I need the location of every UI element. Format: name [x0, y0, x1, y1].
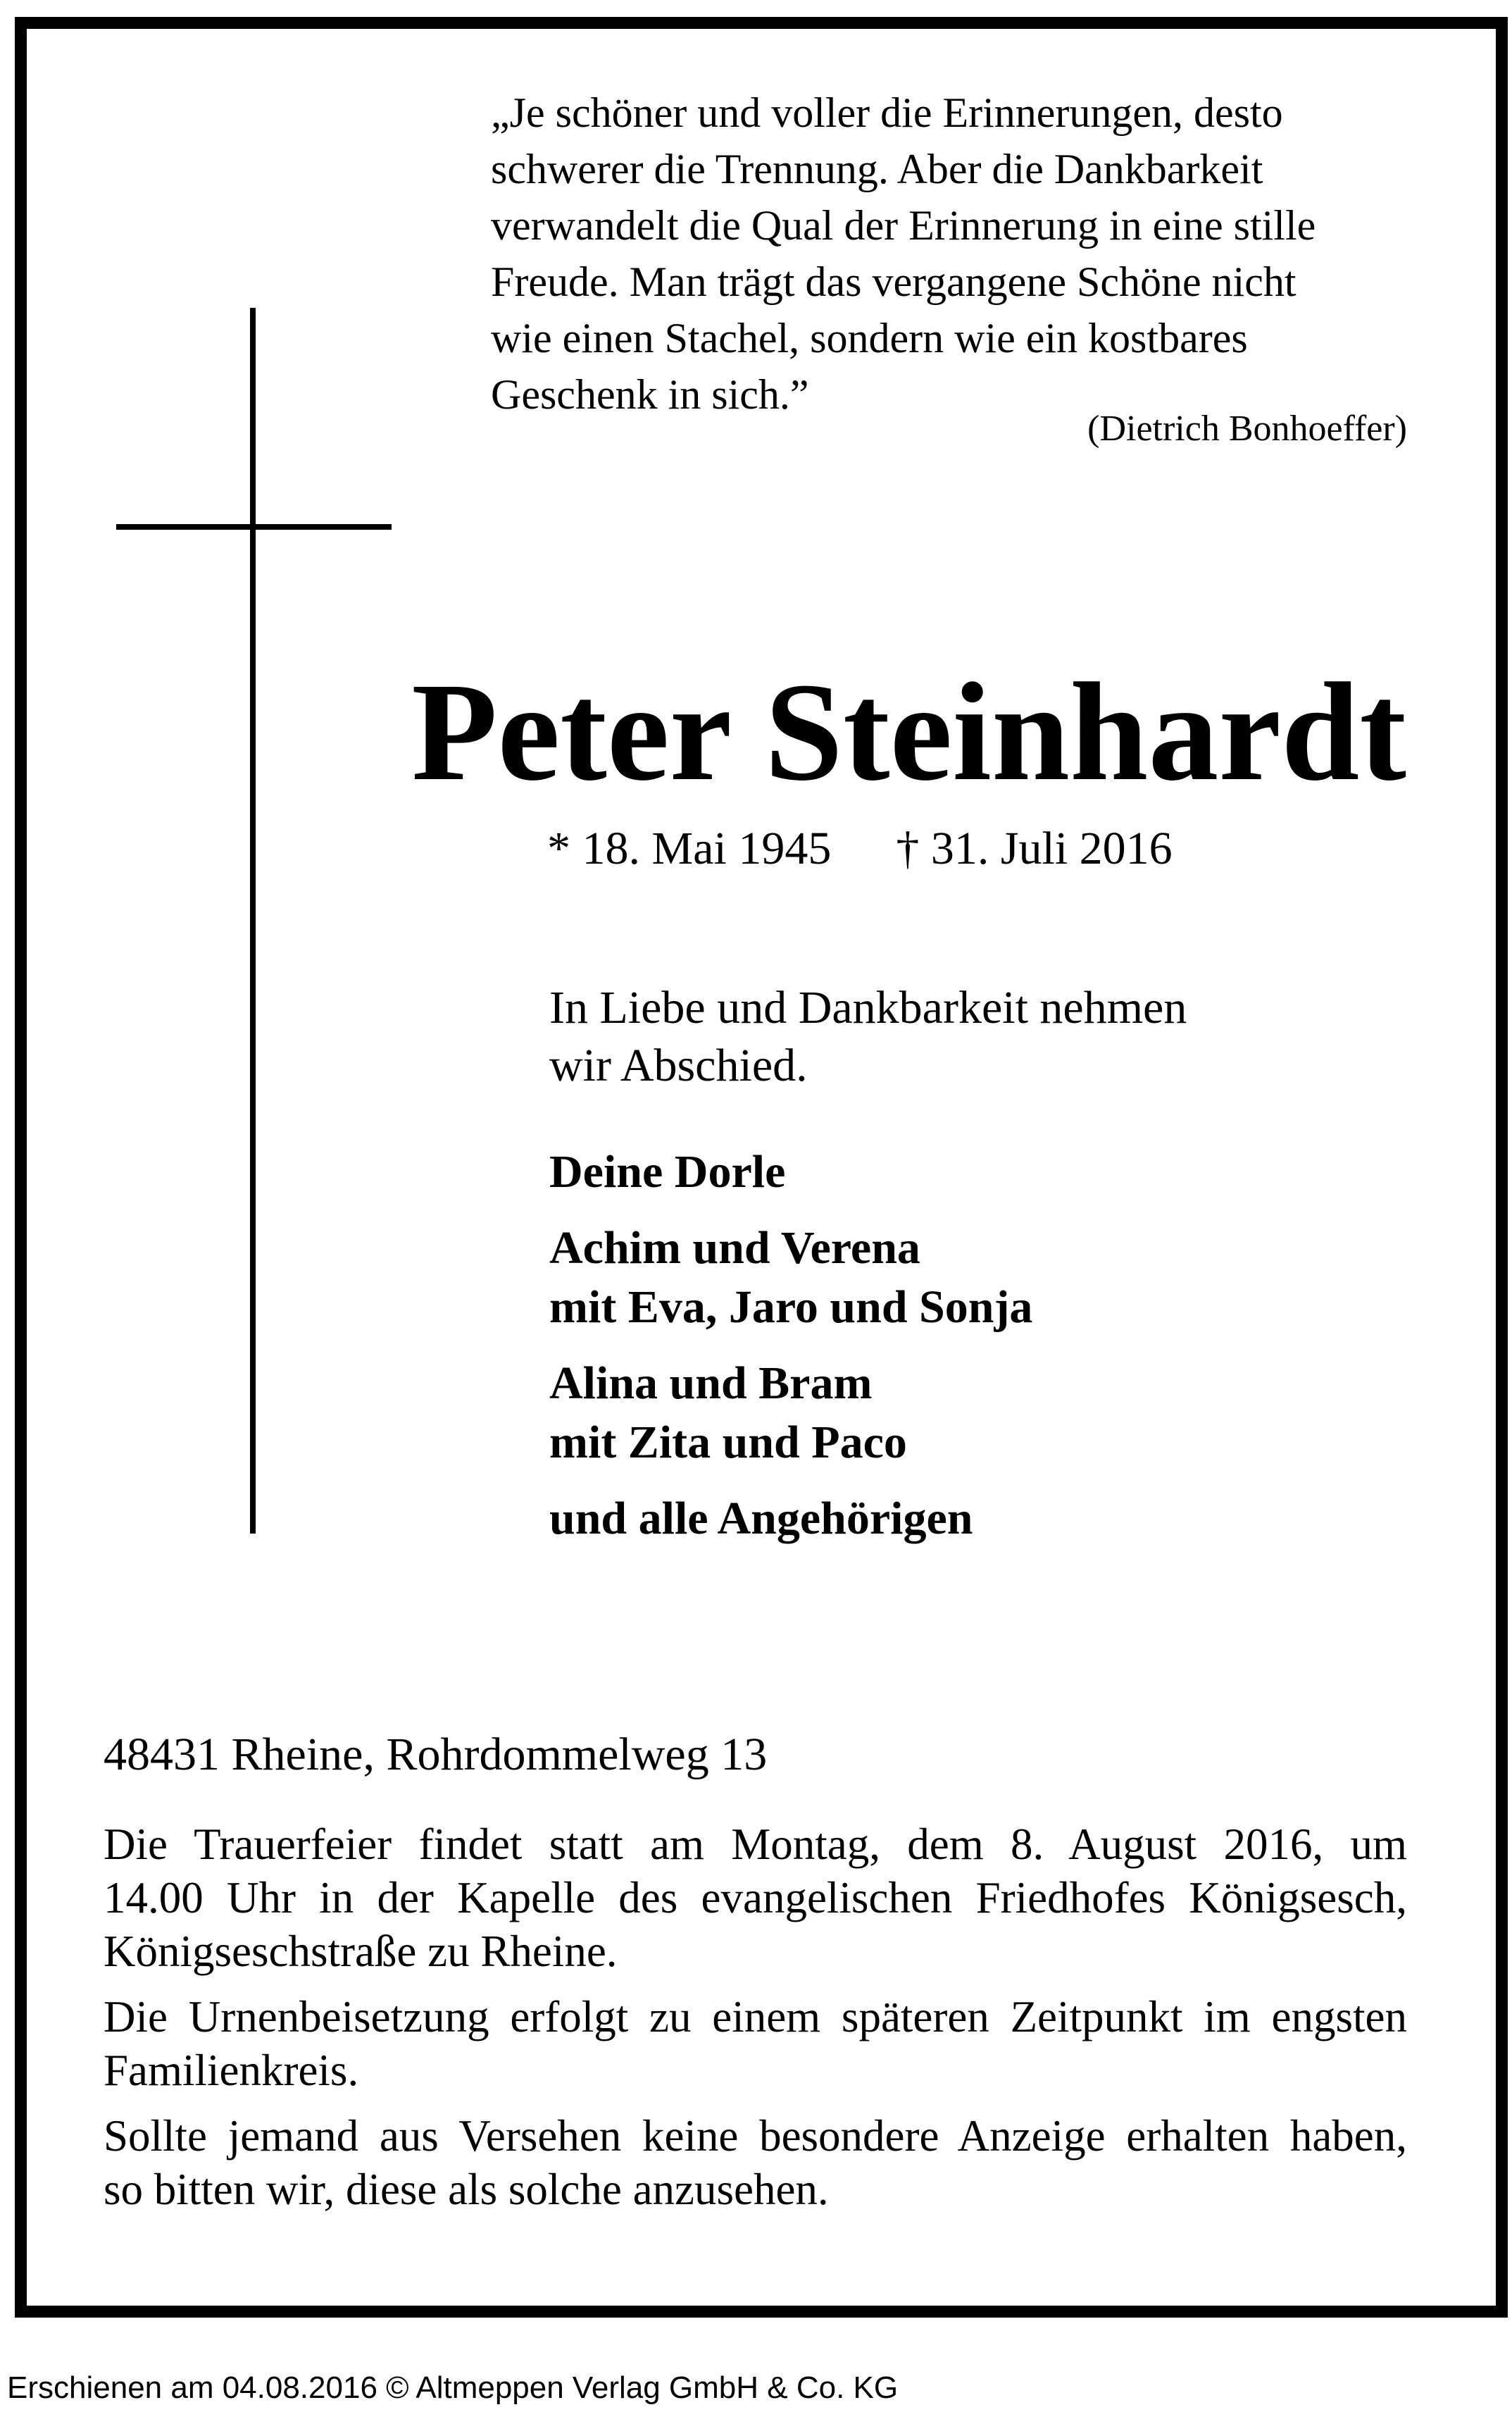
- mourner-line: Achim und Verena: [549, 1222, 920, 1274]
- death-date: † 31. Juli 2016: [896, 823, 1173, 874]
- deceased-name: Peter Steinhardt: [411, 654, 1406, 810]
- mourner-group: [549, 1354, 1032, 1472]
- quote-line: wie einen Stachel, sondern wie ein kostbares: [491, 315, 1248, 361]
- mourner-line: und alle Angehörigen: [549, 1493, 973, 1544]
- quote-attribution: (Dietrich Bonhoeffer): [1087, 409, 1407, 449]
- mourners-list: [549, 1143, 1032, 1565]
- farewell-line: wir Abschied.: [549, 1040, 808, 1091]
- family-address: 48431 Rheine, Rohrdommelweg 13: [104, 1729, 768, 1780]
- quote-line: schwerer die Trennung. Aber die Dankbarkeit: [491, 146, 1263, 192]
- funeral-paragraph: [104, 1817, 1407, 1978]
- paragraph-line: so bitten wir, diese als solche anzusehen.: [104, 2165, 829, 2214]
- mourner-group: [549, 1219, 1032, 1337]
- farewell-text: [549, 979, 1187, 1095]
- publication-footer: Erschienen am 04.08.2016 © Altmeppen Verlag GmbH & Co. KG: [7, 2370, 899, 2405]
- mourner-group: [549, 1489, 1032, 1548]
- paragraph-line: Königseschstraße zu Rheine.: [104, 1927, 618, 1976]
- quote-line: verwandelt die Qual der Erinnerung in eine stille: [491, 202, 1316, 249]
- burial-paragraph: [104, 1990, 1407, 2097]
- mourner-line: mit Eva, Jaro und Sonja: [549, 1281, 1033, 1333]
- mourner-line: Deine Dorle: [549, 1146, 786, 1198]
- service-details: [104, 1817, 1407, 2228]
- paragraph-line: Sollte jemand aus Versehen keine besondere Anzeige erhalten haben,: [104, 2111, 1407, 2161]
- paragraph-line: Die Urnenbeisetzung erfolgt zu einem späteren Zeitpunkt im engsten: [104, 1992, 1407, 2041]
- quote-line: „Je schöner und voller die Erinnerungen, desto: [491, 89, 1283, 136]
- quote-line: Geschenk in sich.”: [491, 371, 809, 418]
- notice-paragraph: [104, 2109, 1407, 2216]
- cross-icon-bar: [116, 524, 392, 530]
- paragraph-line: Die Trauerfeier findet statt am Montag, dem 8. August 2016, um: [104, 1820, 1407, 1869]
- birth-date: * 18. Mai 1945: [547, 823, 832, 874]
- mourner-line: mit Zita und Paco: [549, 1417, 907, 1468]
- cross-icon: [250, 308, 256, 1534]
- mourner-line: Alina und Bram: [549, 1357, 873, 1409]
- paragraph-line: Familienkreis.: [104, 2046, 359, 2095]
- paragraph-line: 14.00 Uhr in der Kapelle des evangelischen Friedhofes Königsesch,: [104, 1873, 1407, 1922]
- mourner-group: [549, 1143, 1032, 1202]
- quote: [491, 85, 1435, 423]
- quote-line: Freude. Man trägt das vergangene Schöne nicht: [491, 259, 1297, 305]
- farewell-line: In Liebe und Dankbarkeit nehmen: [549, 982, 1187, 1033]
- life-dates: [547, 817, 1173, 881]
